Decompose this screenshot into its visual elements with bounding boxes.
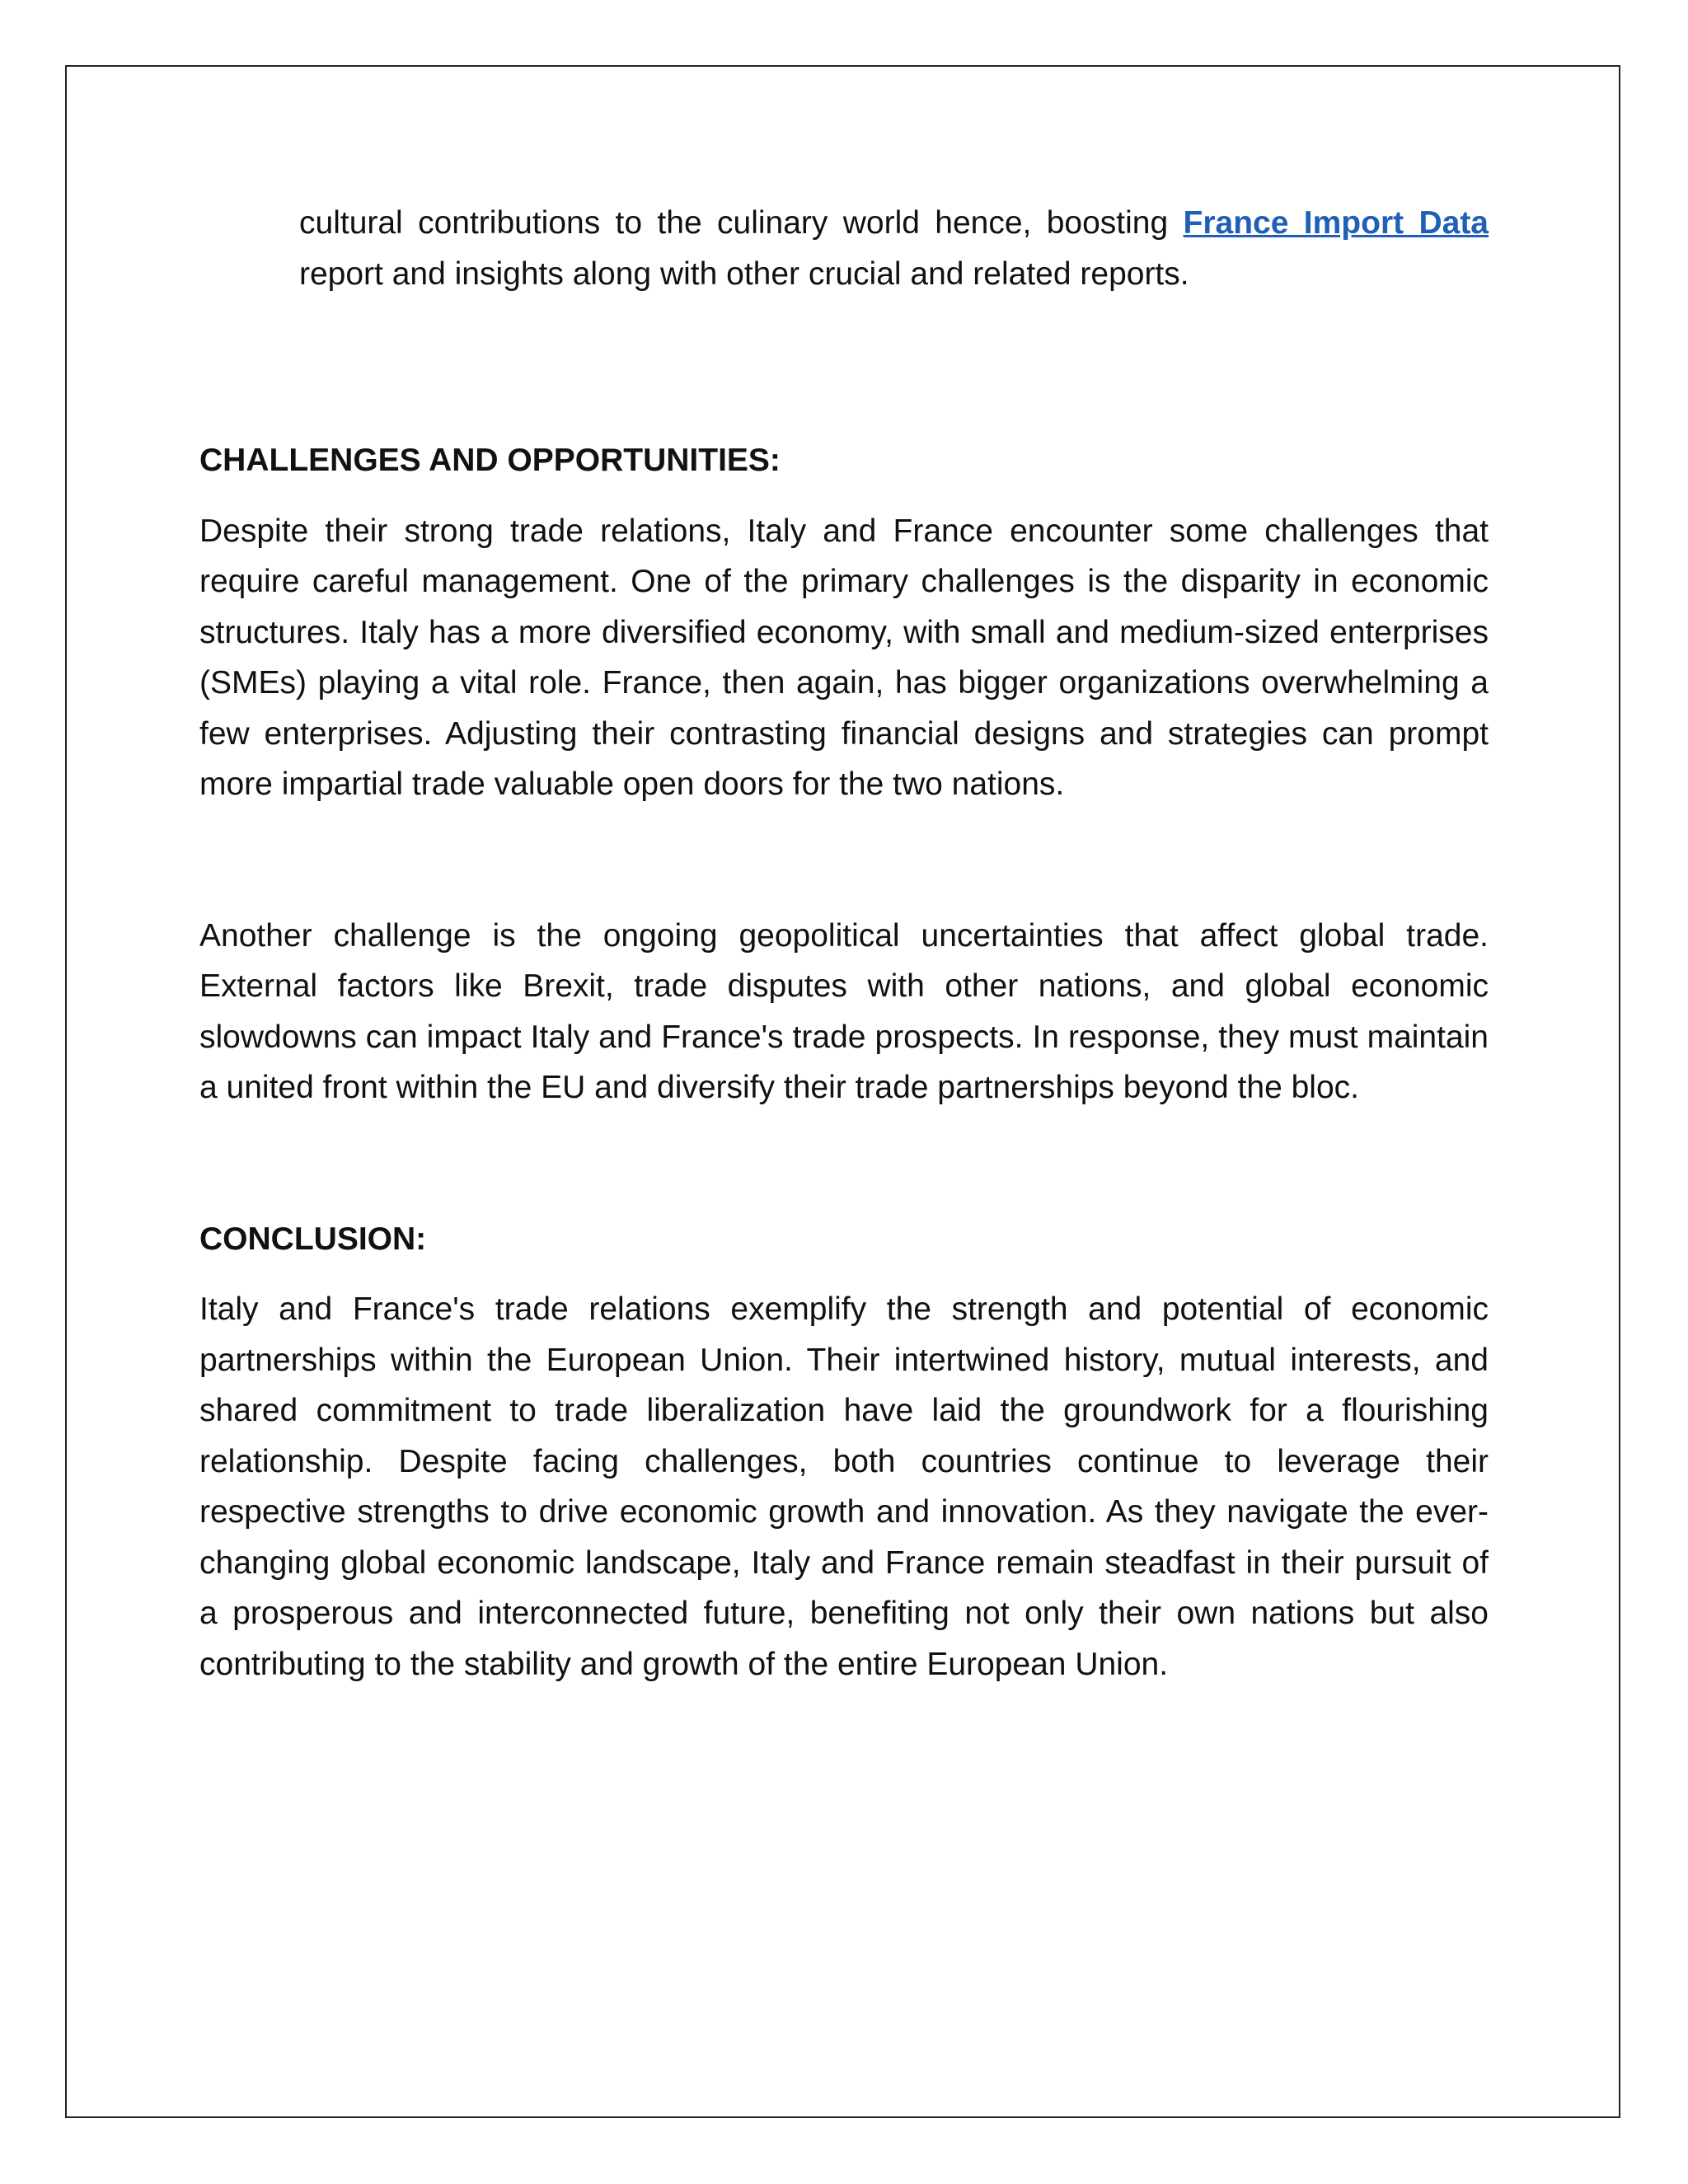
france-import-data-link[interactable]: France Import Data — [1183, 205, 1489, 241]
intro-paragraph — [299, 198, 1489, 299]
document-body — [199, 198, 1489, 1690]
challenges-paragraph-1: Despite their strong trade relations, Italy and France encounter some challenges that require careful management. One of the primary challenges is the disparity in economic structures. Italy has a more diversified economy, with small and medium-sized enterprises (SMEs) playing a vital role. France, then again, has bigger organizations overwhelming a few enterprises. Adjusting their contrasting financial designs and strategies can prompt more impartial trade valuable open doors for the two nations. — [199, 513, 1489, 802]
intro-text-before-link: cultural contributions to the culinary world hence, boosting — [299, 205, 1184, 241]
challenges-heading: CHALLENGES AND OPPORTUNITIES: — [199, 443, 781, 478]
intro-text-after-link: report and insights along with other crucial and related reports. — [299, 255, 1189, 292]
conclusion-heading: CONCLUSION: — [199, 1221, 427, 1257]
conclusion-paragraph: Italy and France's trade relations exemplify the strength and potential of economic partnerships within the European Union. Their intertwined history, mutual interests, and shared commitment to trade liberalization have laid the groundwork for a flourishing relationship. Despite facing challenges, both countries continue to leverage their respective strengths to drive economic growth and innovation. As they navigate the ever-changing global economic landscape, Italy and France remain steadfast in their pursuit of a prosperous and interconnected future, benefiting not only their own nations but also contributing to the stability and growth of the entire European Union. — [199, 1291, 1489, 1682]
challenges-paragraph-2: Another challenge is the ongoing geopolitical uncertainties that affect global trade. External factors like Brexit, trade disputes with other nations, and global economic slowdowns can impact Italy and France's trade prospects. In response, they must maintain a united front within the EU and diversify their trade partnerships beyond the bloc. — [199, 917, 1489, 1105]
